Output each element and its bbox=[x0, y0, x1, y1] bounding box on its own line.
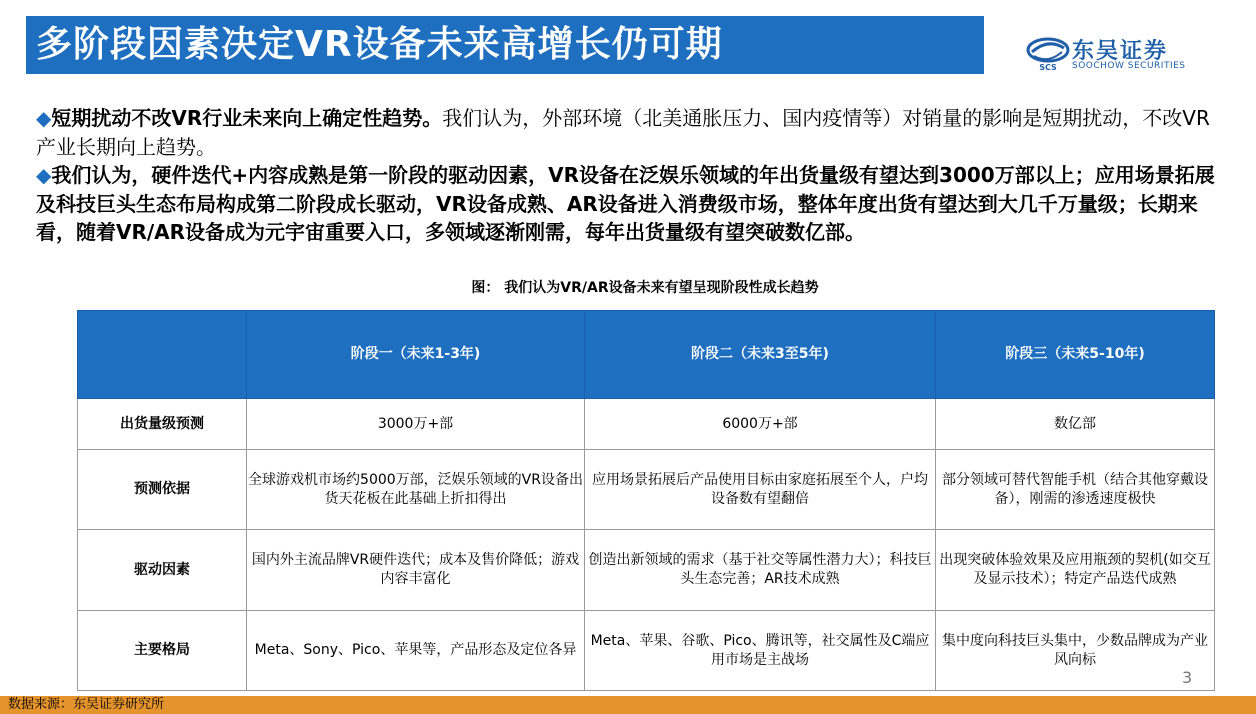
table-header-row bbox=[78, 311, 1215, 399]
header-cell-stage2: 阶段二（未来3至5年) bbox=[585, 311, 936, 399]
table-cell: 集中度向科技巨头集中，少数品牌成为产业风向标 bbox=[936, 611, 1215, 691]
table-row bbox=[78, 399, 1215, 450]
paragraph-2 bbox=[36, 161, 1226, 247]
table-cell: 应用场景拓展后产品使用目标由家庭拓展至个人，户均设备数有望翻倍 bbox=[585, 450, 936, 530]
paragraph-1 bbox=[36, 104, 1226, 161]
table-cell: 创造出新领域的需求（基于社交等属性潜力大）；科技巨头生态完善；AR技术成熟 bbox=[585, 530, 936, 611]
paragraph-1-bold: 短期扰动不改VR行业未来向上确定性趋势。 bbox=[51, 106, 443, 130]
figure-caption: 图： 我们认为VR/AR设备未来有望呈现阶段性成长趋势 bbox=[471, 280, 819, 296]
paragraph-1-normal: 我们认为，外部环境（北美通胀压力、国内疫情等）对销量的影响是短期扰动，不改VR产业长期向上趋势。 bbox=[36, 106, 1210, 159]
diamond-bullet-icon: ◆ bbox=[36, 163, 52, 187]
header-cell-stage1: 阶段一（未来1-3年) bbox=[247, 311, 585, 399]
body-text bbox=[36, 104, 1226, 247]
data-source: 数据来源：东吴证券研究所 bbox=[8, 697, 165, 712]
table-cell: 国内外主流品牌VR硬件迭代；成本及售价降低；游戏内容丰富化 bbox=[247, 530, 585, 611]
stage-table bbox=[77, 310, 1215, 691]
logo-en-text: SOOCHOW SECURITIES bbox=[1072, 61, 1186, 71]
row-label: 主要格局 bbox=[78, 611, 247, 691]
page-number: 3 bbox=[1182, 668, 1193, 687]
table-cell: 出现突破体验效果及应用瓶颈的契机(如交互及显示技术）；特定产品迭代成熟 bbox=[936, 530, 1215, 611]
company-logo bbox=[1026, 36, 1226, 76]
table-cell: Meta、苹果、谷歌、Pico、腾讯等，社交属性及C端应用市场是主战场 bbox=[585, 611, 936, 691]
header-cell-empty bbox=[78, 311, 247, 399]
table-cell: Meta、Sony、Pico、苹果等，产品形态及定位各异 bbox=[247, 611, 585, 691]
logo-mark-icon bbox=[1026, 36, 1070, 72]
table-cell: 3000万+部 bbox=[247, 399, 585, 450]
diamond-bullet-icon: ◆ bbox=[36, 106, 52, 130]
header-cell-stage3: 阶段三（未来5-10年) bbox=[936, 311, 1215, 399]
row-label: 预测依据 bbox=[78, 450, 247, 530]
table-cell: 全球游戏机市场约5000万部，泛娱乐领域的VR设备出货天花板在此基础上折扣得出 bbox=[247, 450, 585, 530]
row-label: 驱动因素 bbox=[78, 530, 247, 611]
table-row bbox=[78, 530, 1215, 611]
table-cell: 数亿部 bbox=[936, 399, 1215, 450]
page-title: 多阶段因素决定VR设备未来高增长仍可期 bbox=[36, 24, 723, 65]
row-label: 出货量级预测 bbox=[78, 399, 247, 450]
table-row bbox=[78, 611, 1215, 691]
logo-mark-text: SCS bbox=[1039, 63, 1057, 72]
footer-bar bbox=[0, 696, 1256, 714]
table-row bbox=[78, 450, 1215, 530]
table-cell: 6000万+部 bbox=[585, 399, 936, 450]
paragraph-2-bold: 我们认为，硬件迭代+内容成熟是第一阶段的驱动因素，VR设备在泛娱乐领域的年出货量级有望达到3000万部以上；应用场景拓展及科技巨头生态布局构成第二阶段成长驱动，VR设备成熟、AR设备进入消费级市场，整体年度出货有望达到大几千万量级；长期来看，随着VR/AR设备成为元宇宙重要入口，多领域逐渐刚需，每年出货量级有望突破数亿部。 bbox=[36, 163, 1215, 244]
table-cell: 部分领域可替代智能手机（结合其他穿戴设备），刚需的渗透速度极快 bbox=[936, 450, 1215, 530]
logo-cn-text: 东吴证券 bbox=[1072, 39, 1169, 64]
